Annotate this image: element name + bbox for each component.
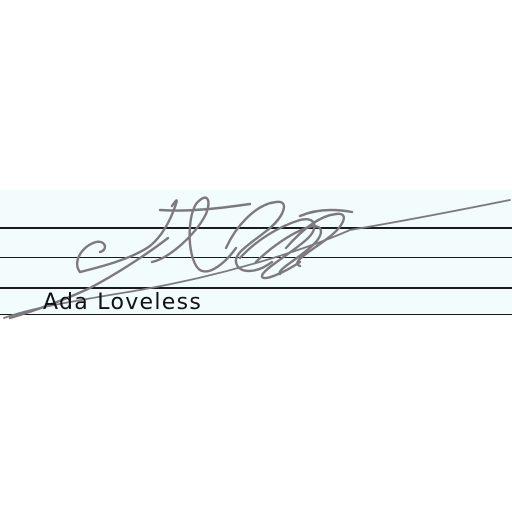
printed-name: Ada Loveless (43, 290, 203, 315)
